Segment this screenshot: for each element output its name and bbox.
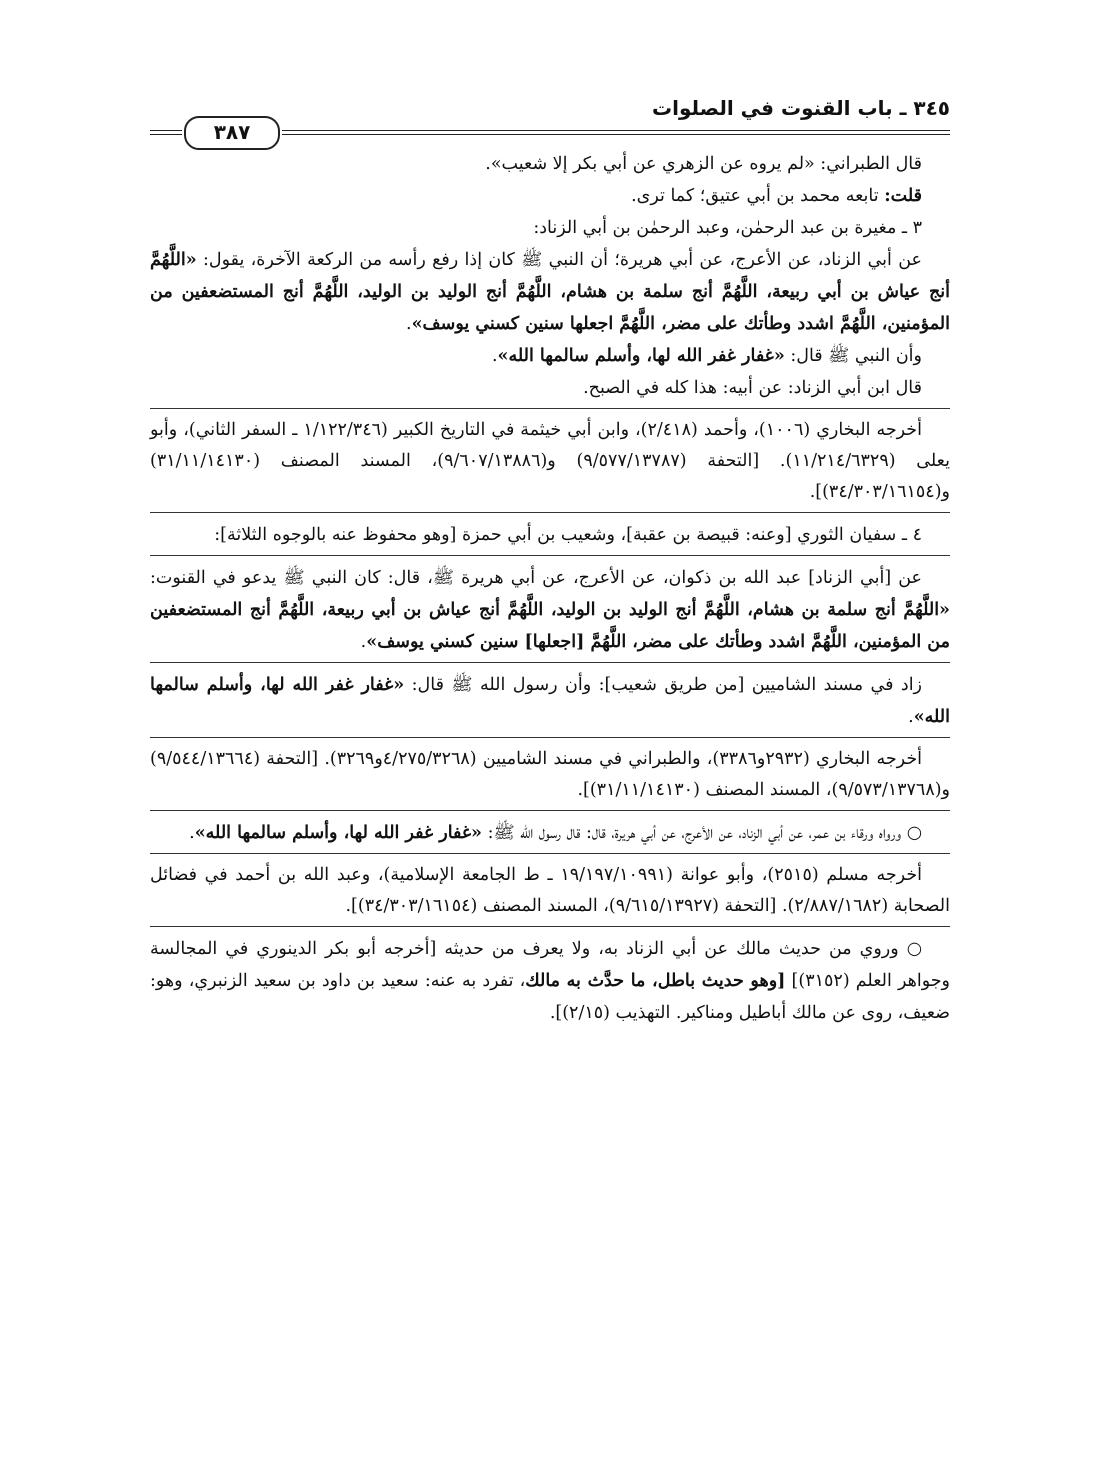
paragraph — [150, 933, 950, 1029]
paragraph — [150, 180, 950, 212]
punctuation: . — [360, 632, 367, 652]
divider — [150, 662, 950, 663]
paragraph — [150, 340, 950, 372]
bold-ruling: [وهو حديث باطل، ما حدَّث به مالك — [525, 971, 786, 991]
header-rule — [282, 134, 950, 135]
paragraph — [150, 562, 950, 658]
punctuation: . — [491, 346, 498, 366]
paragraph-text: عن أبي الزناد، عن الأعرج، عن أبي هريرة؛ أن النبي ﷺ كان إذا رفع رأسه من الركعة الآخرة، يقول: — [196, 250, 922, 270]
header-rule — [150, 130, 182, 131]
page-header — [150, 92, 950, 148]
page-number: ٣٨٧ — [184, 116, 280, 150]
paragraph-text: عن [أبي الزناد] عبد الله بن ذكوان، عن الأعرج، عن أبي هريرة ﷺ، قال: كان النبي ﷺ يدعو في القنوت: — [150, 568, 922, 588]
paragraph — [150, 817, 950, 849]
divider — [150, 737, 950, 738]
divider — [150, 853, 950, 854]
hadith-quote: «غفار غفر الله لها، وأسلم سالمها الله» — [150, 675, 950, 727]
bold-label: قلت: — [884, 186, 922, 206]
divider — [150, 512, 950, 513]
chapter-title: ٣٤٥ ـ باب القنوت في الصلوات — [651, 96, 950, 120]
book-page — [150, 92, 950, 1029]
paragraph: قال الطبراني: «لم يروه عن الزهري عن أبي بكر إلا شعيب». — [485, 154, 922, 174]
hadith-quote: «غفار غفر الله لها، وأسلم سالمها الله» — [497, 346, 785, 366]
punctuation: . — [908, 707, 914, 727]
hadith-quote: «اللَّهُمَّ أنج سلمة بن هشام، اللَّهُمَّ أنج الوليد بن الوليد، اللَّهُمَّ أنج عياش بن أبي ربيعة، اللَّهُمَّ أنج المستضعفين من المؤمنين، اللَّهُمَّ اشدد وطأتك على مضر، اللَّهُمَّ [اجعلها] سنين كسني يوسف» — [150, 600, 950, 652]
hadith-quote: «غفار غفر الله لها، وأسلم سالمها الله» — [194, 823, 482, 843]
paragraph: قال ابن أبي الزناد: عن أبيه: هذا كله في الصبح. — [583, 378, 922, 398]
paragraph-text: ○ وروي من حديث مالك عن أبي الزناد به، ولا يعرف من حديثه [أخرجه أبو بكر الدينوري في المجالسة وجواهر العلم (٣١٥٢)] — [150, 939, 950, 991]
paragraph-text: وأن النبي ﷺ قال: — [784, 346, 922, 366]
header-rule — [150, 134, 182, 135]
header-rule — [282, 130, 950, 131]
paragraph: أخرجه البخاري (١٠٠٦)، وأحمد (٢/٤١٨)، وابن أبي خيثمة في التاريخ الكبير (١/١٢٢/٣٤٦ ـ السفر الثاني)، وأبو يعلى (١١/٢١٤/٦٣٢٩). [التحفة (٩/٥٧٧/١٣٧٨٧) و(٩/٦٠٧/١٣٨٨٦)، المسند المصنف (٣١/١١/١٤١٣٠) و(٣٤/٣٠٣/١٦١٥٤)]. — [150, 420, 951, 502]
paragraph-text: ○ ورواه ورقاء بن عمر، عن أبي الزناد، عن الأعرج، عن أبي هريرة، قال: قال رسول الله ﷺ: — [482, 823, 922, 843]
paragraph — [150, 669, 950, 733]
paragraph-text: ، تفرد به عنه: سعيد بن داود بن سعيد الزنبري، وهو: ضعيف، روى عن مالك أباطيل ومناكير. التهذيب (٢/١٥)]. — [150, 971, 950, 1023]
page-number-ornament — [150, 116, 950, 146]
paragraph: ٣ ـ مغيرة بن عبد الرحمٰن، وعبد الرحمٰن بن أبي الزناد: — [533, 218, 922, 238]
page-body — [150, 148, 950, 1029]
divider — [150, 810, 950, 811]
divider — [150, 408, 950, 409]
divider — [150, 555, 950, 556]
paragraph: أخرجه مسلم (٢٥١٥)، وأبو عوانة (١٩/١٩٧/١٠٩٩١ ـ ط الجامعة الإسلامية)، وعبد الله بن أحمد في فضائل الصحابة (٢/٨٨٧/١٦٨٢). [التحفة (٩/٦١٥/١٣٩٢٧)، المسند المصنف (٣٤/٣٠٣/١٦١٥٤)]. — [150, 865, 950, 916]
paragraph: أخرجه البخاري (٢٩٣٢و٣٣٨٦)، والطبراني في مسند الشاميين (٤/٢٧٥/٣٢٦٨و٣٢٦٩). [التحفة (٩/٥٤٤/١٣٦٦٤) و(٩/٥٧٣/١٣٧٦٨)، المسند المصنف (٣١/١١/١٤١٣٠)]. — [150, 749, 950, 800]
paragraph-text: تابعه محمد بن أبي عتيق؛ كما ترى. — [631, 186, 879, 206]
paragraph-text: زاد في مسند الشاميين [من طريق شعيب]: وأن رسول الله ﷺ قال: — [404, 675, 923, 695]
divider — [150, 926, 950, 927]
punctuation: . — [406, 314, 412, 334]
hadith-quote: «اللَّهُمَّ أنج عياش بن أبي ربيعة، اللَّهُمَّ أنج سلمة بن هشام، اللَّهُمَّ أنج الوليد بن الوليد، اللَّهُمَّ أنج المستضعفين من المؤمنين، اللَّهُمَّ اشدد وطأتك على مضر، اللَّهُمَّ اجعلها سنين كسني يوسف» — [150, 250, 950, 334]
punctuation: . — [189, 823, 195, 843]
paragraph — [150, 244, 950, 340]
paragraph: ٤ ـ سفيان الثوري [وعنه: قبيصة بن عقبة]، وشعيب بن أبي حمزة [وهو محفوظ عنه بالوجوه الثلاثة]: — [214, 525, 922, 545]
